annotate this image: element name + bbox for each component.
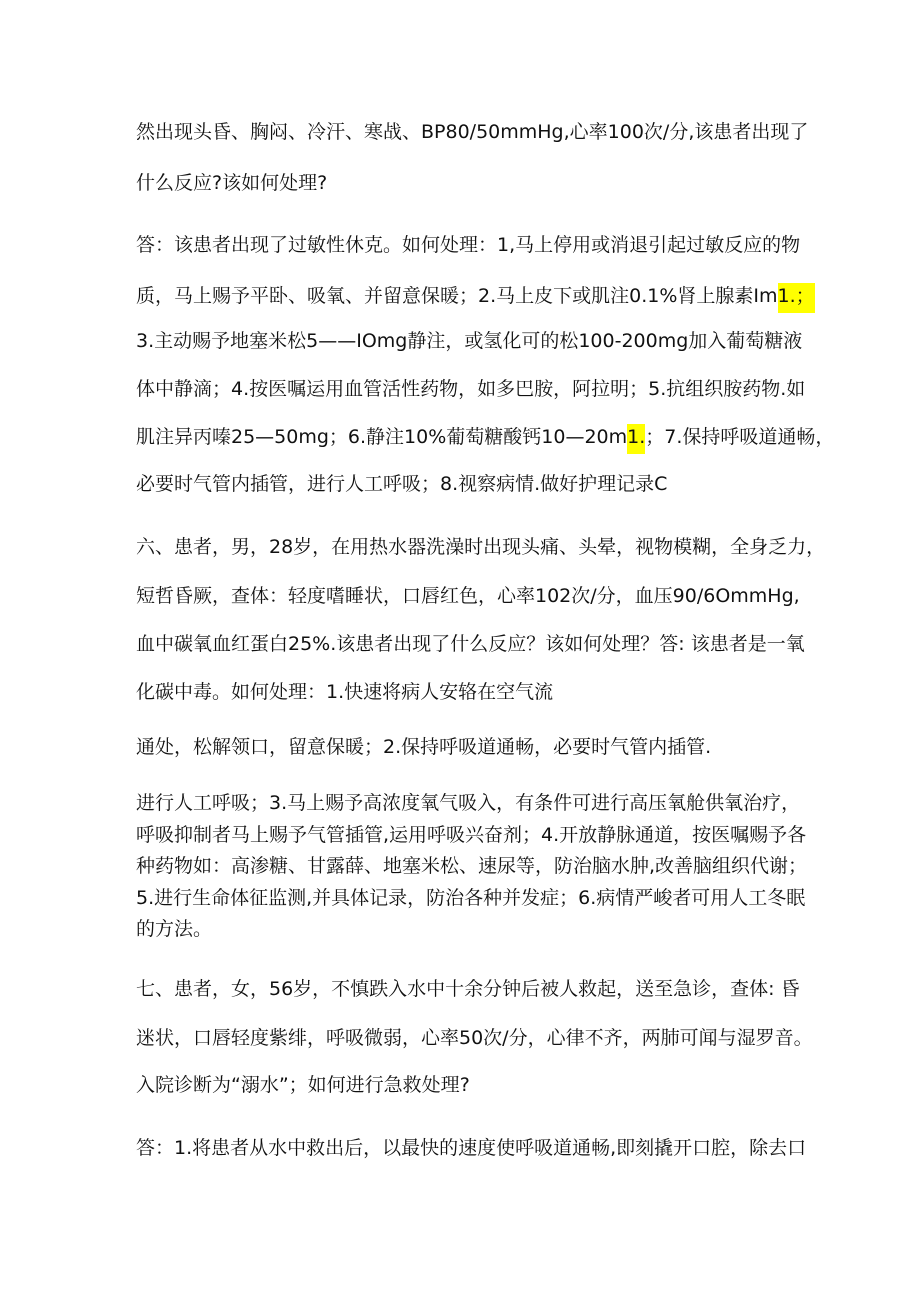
text-line: 然出现头昏、胸闷、冷汗、寒战、BP80∕50mmHg,心率100次/分,该患者出现了 (136, 121, 809, 143)
text-line: 短哲昏厥，查体：轻度嗜睡状，口唇红色，心率102次/分，血压90/6OmmHg, (136, 585, 800, 607)
text-line: 答：1.将患者从水中救出后，以最快的速度使呼吸道通畅,即刻撬开口腔，除去口 (136, 1137, 807, 1159)
text-line: 5.进行生命体征监测,并具体记录，防治各种并发症；6.病情严峻者可用人工冬眠 (136, 887, 806, 909)
text-line: 种药物如：高渗糖、甘露薛、地塞米松、速尿等，防治脑水肿,改善脑组织代谢； (136, 855, 808, 877)
text-line: 必要时气管内插管，进行人工呼吸；8.视察病情.做好护理记录C (136, 473, 668, 495)
text-line: 入院诊断为“溺水”；如何进行急救处理? (136, 1074, 470, 1096)
text-line: 3.主动赐予地塞米松5——IOmg静注，或氢化可的松100-200mg加入葡萄糖液 (136, 330, 803, 352)
text-line: 六、患者，男，28岁，在用热水器洗澡时出现头痛、头晕，视物模糊，全身乏力， (136, 536, 826, 558)
highlighted-text: 1. (627, 424, 645, 454)
text-line: 呼吸抑制者马上赐予气管插管,运用呼吸兴奋剂；4.开放静脉通道，按医嘱赐予各 (136, 824, 807, 846)
text-run: 肌注异丙嗪25—50mg；6.静注10%葡萄糖酸钙10—20m (136, 426, 628, 448)
text-line: 通处，松解领口，留意保暖；2.保持呼吸道通畅，必要时气管内插管. (136, 736, 712, 758)
highlighted-text: 1.； (778, 283, 815, 313)
text-run: 质，马上赐予平卧、吸氧、并留意保暖；2.马上皮下或肌注0.1%肾上腺素Im (136, 285, 778, 307)
text-line: 体中静滴；4.按医嘱运用血管活性药物，如多巴胺，阿拉明；5.抗组织胺药物.如 (136, 378, 806, 400)
text-line: 迷状，口唇轻度紫绯，呼吸微弱，心率50次/分，心律不齐，两肺可闻与湿罗音。 (136, 1027, 813, 1049)
text-line: 的方法。 (136, 918, 213, 940)
text-line (136, 425, 835, 449)
text-line: 答：该患者出现了过敏性休克。如何处理：1,马上停用或消退引起过敏反应的物 (136, 234, 801, 256)
text-line: 血中碳氧血红蛋白25%.该患者出现了什么反应？该如何处理？答: 该患者是一氧 (136, 633, 805, 655)
text-line (136, 284, 815, 308)
text-line: 什么反应?该如何处理? (136, 172, 328, 194)
text-line: 进行人工呼吸；3.马上赐予高浓度氧气吸入，有条件可进行高压氧舱供氧治疗， (136, 792, 801, 814)
text-run: ；7.保持呼吸道通畅， (645, 426, 835, 448)
text-line: 化碳中毒。如何处理：1.快速将病人安辂在空气流 (136, 681, 554, 703)
text-line: 七、患者，女，56岁，不慎跌入水中十余分钟后被人救起，送至急诊，查体: 昏 (136, 978, 800, 1000)
